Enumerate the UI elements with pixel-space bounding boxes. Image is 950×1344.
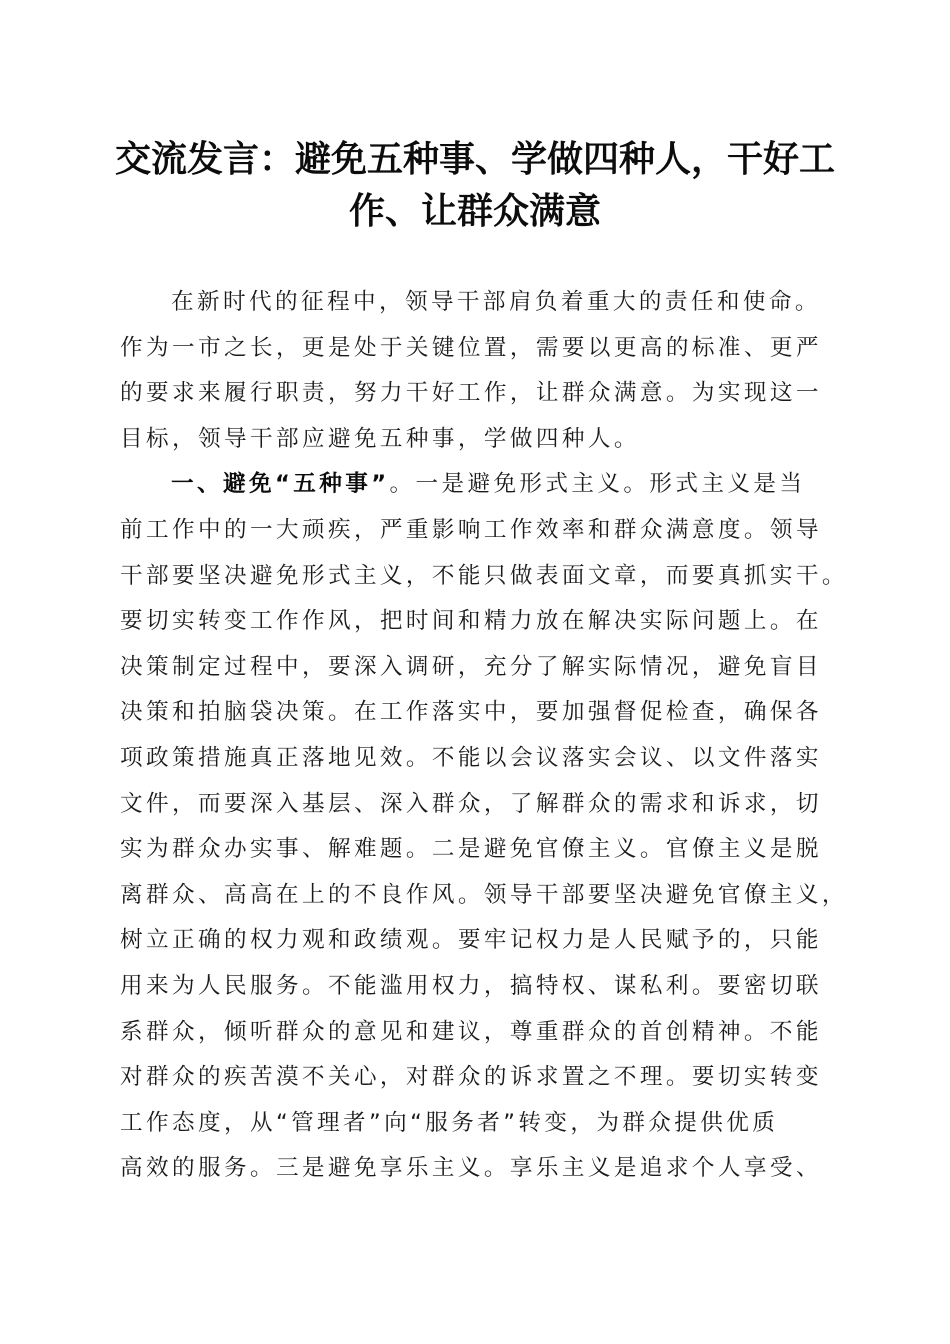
- paragraph-line: [120, 462, 825, 508]
- section-heading: 一、避免“五种事”: [171, 471, 390, 498]
- paragraph-line: 实为群众办实事、解难题。二是避免官僚主义。官僚主义是脱: [120, 836, 822, 863]
- intro-paragraph: [120, 280, 825, 462]
- heading-line-rest: 。一是避免形式主义。形式主义是当: [389, 471, 806, 498]
- paragraph-line: 干部要坚决避免形式主义，不能只做表面文章，而要真抓实干。: [120, 562, 848, 589]
- title-line: 作、让群众满意: [348, 190, 601, 232]
- paragraph-line: 前工作中的一大顽疾，严重影响工作效率和群众满意度。领导: [120, 516, 822, 543]
- paragraph-line: 要切实转变工作作风，把时间和精力放在解决实际问题上。在: [120, 608, 822, 635]
- paragraph-line: 在新时代的征程中，领导干部肩负着重大的责任和使命。: [171, 289, 821, 315]
- title-line: 交流发言：避免五种事、学做四种人，干好工: [114, 138, 835, 180]
- paragraph-line: 高效的服务。三是避免享乐主义。享乐主义是追求个人享受、: [120, 1155, 822, 1182]
- paragraph-line: 的要求来履行职责，努力干好工作，让群众满意。为实现这一: [120, 380, 822, 407]
- paragraph-line: 用来为人民服务。不能滥用权力，搞特权、谋私利。要密切联: [120, 972, 822, 999]
- document-title: [112, 133, 838, 237]
- paragraph-line: 文件，而要深入基层、深入群众，了解群众的需求和诉求，切: [120, 790, 822, 817]
- paragraph-line: 决策制定过程中，要深入调研，充分了解实际情况，避免盲目: [120, 653, 822, 680]
- paragraph-line: 系群众，倾听群众的意见和建议，尊重群众的首创精神。不能: [120, 1018, 822, 1045]
- paragraph-line: 目标，领导干部应避免五种事，学做四种人。: [120, 425, 640, 452]
- paragraph-line: 决策和拍脑袋决策。在工作落实中，要加强督促检查，确保各: [120, 699, 822, 726]
- section-one-paragraph: [120, 462, 848, 1192]
- document-body: [120, 280, 848, 1192]
- paragraph-line: 工作态度，从“管理者”向“服务者”转变，为群众提供优质: [120, 1109, 779, 1136]
- paragraph-line: 对群众的疾苦漠不关心，对群众的诉求置之不理。要切实转变: [120, 1064, 822, 1091]
- paragraph-line: 树立正确的权力观和政绩观。要牢记权力是人民赋予的，只能: [120, 927, 822, 954]
- paragraph-line: 项政策措施真正落地见效。不能以会议落实会议、以文件落实: [120, 744, 822, 771]
- paragraph-line: 离群众、高高在上的不良作风。领导干部要坚决避免官僚主义，: [120, 881, 848, 908]
- paragraph-line: 作为一市之长，更是处于关键位置，需要以更高的标准、更严: [120, 334, 822, 361]
